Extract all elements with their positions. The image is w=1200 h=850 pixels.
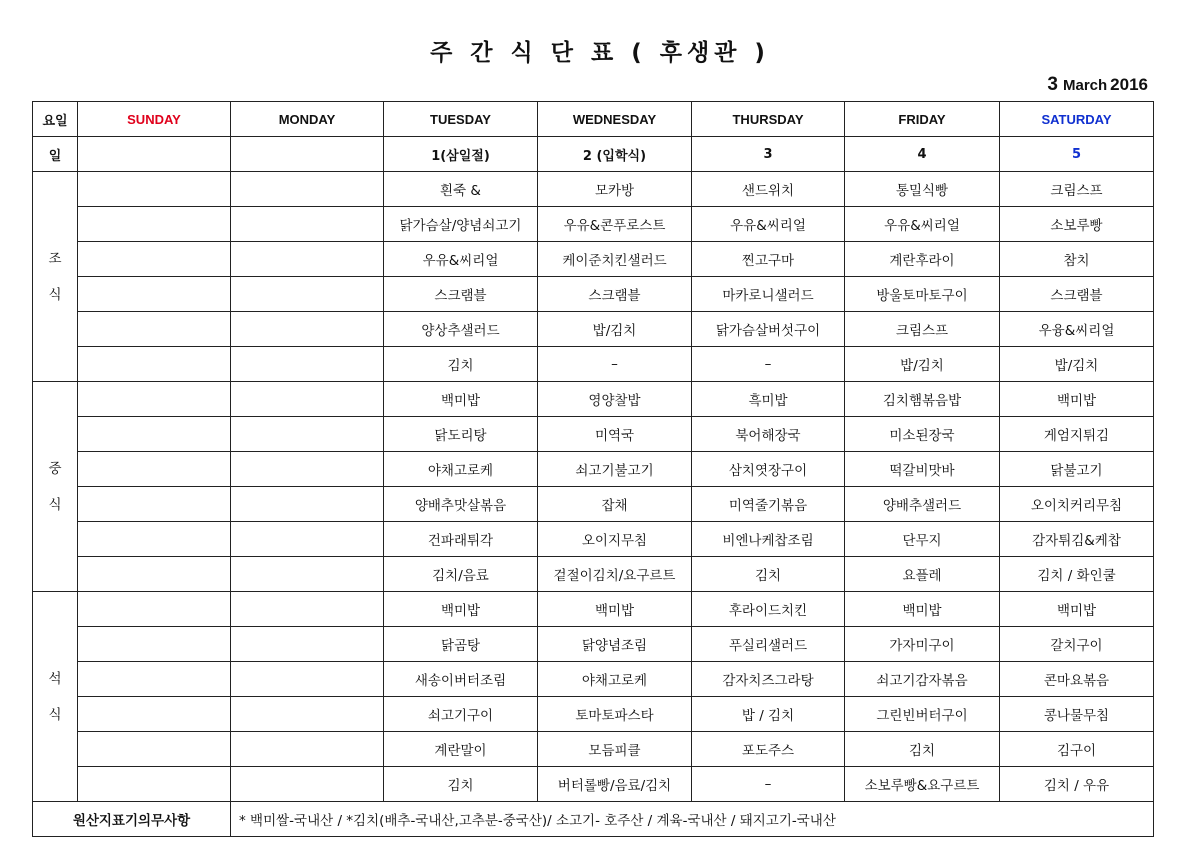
menu-item-cell: 버터롤빵/음료/김치 <box>538 767 692 802</box>
weekly-menu-table <box>32 101 1154 837</box>
menu-item-cell: 밥/김치 <box>538 312 692 347</box>
menu-item-cell: 닭곰탕 <box>384 627 538 662</box>
menu-item-cell: 마카로니샐러드 <box>692 277 845 312</box>
menu-item-cell <box>78 522 231 557</box>
meal-label-char: 조 <box>48 250 62 267</box>
day-header-row <box>33 102 1154 137</box>
menu-item-cell <box>231 662 384 697</box>
menu-item-cell: 요플레 <box>845 557 1000 592</box>
menu-item-cell: 단무지 <box>845 522 1000 557</box>
meal-label-breakfast <box>33 172 78 382</box>
day-header-monday: MONDAY <box>231 102 384 137</box>
menu-item-cell: 크림스프 <box>1000 172 1154 207</box>
menu-item-cell: 계란후라이 <box>845 242 1000 277</box>
menu-item-cell <box>78 697 231 732</box>
meal-row-breakfast <box>33 207 1154 242</box>
menu-item-cell <box>231 312 384 347</box>
menu-item-cell: 흑미밥 <box>692 382 845 417</box>
menu-item-cell: 쇠고기감자볶음 <box>845 662 1000 697</box>
date-day: 3 <box>1047 74 1058 95</box>
menu-item-cell: – <box>692 767 845 802</box>
date-year: 2016 <box>1110 75 1148 94</box>
menu-item-cell: 오이치커리무침 <box>1000 487 1154 522</box>
menu-item-cell: 갈치구이 <box>1000 627 1154 662</box>
menu-item-cell: 백미밥 <box>384 382 538 417</box>
menu-item-cell: 토마토파스타 <box>538 697 692 732</box>
meal-row-dinner <box>33 732 1154 767</box>
menu-item-cell <box>231 452 384 487</box>
menu-item-cell <box>231 487 384 522</box>
menu-item-cell: 그린빈버터구이 <box>845 697 1000 732</box>
menu-item-cell: 건파래튀각 <box>384 522 538 557</box>
menu-item-cell: 스크램블 <box>1000 277 1154 312</box>
meal-row-lunch <box>33 452 1154 487</box>
menu-item-cell: 김치 / 우유 <box>1000 767 1154 802</box>
origin-text: * 백미쌀-국내산 / *김치(배추-국내산,고추분-중국산)/ 소고기- 호주산 / 계육-국내산 / 돼지고기-국내산 <box>231 802 1154 837</box>
menu-item-cell: 백미밥 <box>384 592 538 627</box>
menu-item-cell: 계란말이 <box>384 732 538 767</box>
meal-label-char: 식 <box>48 496 62 513</box>
menu-item-cell <box>78 242 231 277</box>
menu-item-cell: 닭도리탕 <box>384 417 538 452</box>
meal-row-dinner <box>33 662 1154 697</box>
menu-item-cell: 백미밥 <box>845 592 1000 627</box>
meal-row-lunch <box>33 417 1154 452</box>
menu-item-cell <box>231 522 384 557</box>
meal-row-lunch <box>33 557 1154 592</box>
date-row <box>33 137 1154 172</box>
menu-item-cell: 닭양념조림 <box>538 627 692 662</box>
menu-item-cell <box>231 627 384 662</box>
menu-item-cell <box>78 487 231 522</box>
menu-item-cell <box>231 697 384 732</box>
menu-item-cell: 게엄지튀김 <box>1000 417 1154 452</box>
menu-item-cell: 감자치즈그라탕 <box>692 662 845 697</box>
meal-label-char: 석 <box>48 670 62 687</box>
menu-item-cell: 비엔나케찹조림 <box>692 522 845 557</box>
meal-row-lunch <box>33 382 1154 417</box>
menu-item-cell <box>78 767 231 802</box>
menu-item-cell: 잡채 <box>538 487 692 522</box>
date-cell <box>78 137 231 172</box>
menu-item-cell <box>78 207 231 242</box>
date-cell: 3 <box>692 137 845 172</box>
menu-item-cell <box>78 277 231 312</box>
date-cell: 2 (입학식) <box>538 137 692 172</box>
menu-item-cell: 방울토마토구이 <box>845 277 1000 312</box>
date-cell <box>231 137 384 172</box>
meal-label-char: 중 <box>48 460 62 477</box>
menu-item-cell: 미소된장국 <box>845 417 1000 452</box>
day-header-saturday: SATURDAY <box>1000 102 1154 137</box>
meal-row-breakfast <box>33 347 1154 382</box>
menu-item-cell: 우유&씨리얼 <box>845 207 1000 242</box>
meal-label-dinner <box>33 592 78 802</box>
day-header-tuesday: TUESDAY <box>384 102 538 137</box>
menu-item-cell: 우유&콘푸로스트 <box>538 207 692 242</box>
menu-item-cell: 닭가슴살버섯구이 <box>692 312 845 347</box>
menu-item-cell: 스크램블 <box>538 277 692 312</box>
menu-item-cell: 김치햄볶음밥 <box>845 382 1000 417</box>
menu-item-cell <box>231 207 384 242</box>
menu-item-cell <box>231 592 384 627</box>
menu-item-cell: 콩나물무침 <box>1000 697 1154 732</box>
menu-item-cell: 김구이 <box>1000 732 1154 767</box>
menu-item-cell <box>78 732 231 767</box>
menu-item-cell: 김치 / 화인쿨 <box>1000 557 1154 592</box>
menu-item-cell: 푸실리샐러드 <box>692 627 845 662</box>
menu-item-cell <box>231 382 384 417</box>
day-header-sunday: SUNDAY <box>78 102 231 137</box>
meal-row-breakfast <box>33 172 1154 207</box>
date-cell: 5 <box>1000 137 1154 172</box>
menu-item-cell <box>231 417 384 452</box>
menu-item-cell: 케이준치킨샐러드 <box>538 242 692 277</box>
menu-item-cell: 포도주스 <box>692 732 845 767</box>
menu-item-cell: 삼치엿장구이 <box>692 452 845 487</box>
meal-row-breakfast <box>33 312 1154 347</box>
menu-item-cell: 후라이드치킨 <box>692 592 845 627</box>
menu-item-cell <box>231 172 384 207</box>
menu-item-cell: 쇠고기불고기 <box>538 452 692 487</box>
menu-item-cell: 오이지무침 <box>538 522 692 557</box>
menu-item-cell: 양상추샐러드 <box>384 312 538 347</box>
menu-item-cell: 미역줄기볶음 <box>692 487 845 522</box>
origin-label: 원산지표기의무사항 <box>33 802 231 837</box>
menu-item-cell: 우유&씨리얼 <box>692 207 845 242</box>
menu-item-cell <box>78 592 231 627</box>
menu-item-cell: 새송이버터조림 <box>384 662 538 697</box>
origin-row <box>33 802 1154 837</box>
date-label-cell: 일 <box>33 137 78 172</box>
menu-item-cell <box>78 627 231 662</box>
date-cell: 1(삼일절) <box>384 137 538 172</box>
menu-item-cell: 모카방 <box>538 172 692 207</box>
menu-item-cell <box>231 277 384 312</box>
menu-item-cell: 김치 <box>384 767 538 802</box>
menu-item-cell <box>78 557 231 592</box>
menu-item-cell: 밥/김치 <box>1000 347 1154 382</box>
menu-item-cell: 백미밥 <box>1000 592 1154 627</box>
meal-row-lunch <box>33 487 1154 522</box>
meal-row-dinner <box>33 697 1154 732</box>
menu-item-cell <box>231 767 384 802</box>
menu-item-cell: 참치 <box>1000 242 1154 277</box>
menu-item-cell: 소보루빵&요구르트 <box>845 767 1000 802</box>
menu-item-cell: 영양찰밥 <box>538 382 692 417</box>
menu-item-cell <box>231 242 384 277</box>
menu-item-cell: 샌드위치 <box>692 172 845 207</box>
day-label-cell: 요일 <box>33 102 78 137</box>
menu-item-cell: 야채고로케 <box>538 662 692 697</box>
meal-label-char: 식 <box>48 286 62 303</box>
day-header-thursday: THURSDAY <box>692 102 845 137</box>
menu-item-cell: 김치 <box>845 732 1000 767</box>
meal-label-char: 식 <box>48 706 62 723</box>
menu-item-cell: 김치 <box>692 557 845 592</box>
page-title: 주 간 식 단 표 ( 후생관 ) <box>430 40 770 66</box>
menu-item-cell: 모듬피클 <box>538 732 692 767</box>
menu-item-cell: 양배추샐러드 <box>845 487 1000 522</box>
menu-item-cell: 김치 <box>384 347 538 382</box>
menu-item-cell: 찐고구마 <box>692 242 845 277</box>
menu-item-cell: 북어해장국 <box>692 417 845 452</box>
menu-item-cell: 닭가슴살/양념쇠고기 <box>384 207 538 242</box>
menu-item-cell: 우융&씨리얼 <box>1000 312 1154 347</box>
menu-item-cell: 백미밥 <box>538 592 692 627</box>
menu-item-cell <box>78 347 231 382</box>
day-header-wednesday: WEDNESDAY <box>538 102 692 137</box>
date-month: March <box>1062 77 1108 94</box>
menu-item-cell <box>231 732 384 767</box>
menu-item-cell: – <box>692 347 845 382</box>
menu-item-cell: 밥/김치 <box>845 347 1000 382</box>
date-cell: 4 <box>845 137 1000 172</box>
menu-item-cell: 쇠고기구이 <box>384 697 538 732</box>
menu-item-cell: – <box>538 347 692 382</box>
menu-item-cell: 야채고로케 <box>384 452 538 487</box>
menu-item-cell: 떡갈비맛바 <box>845 452 1000 487</box>
meal-label-lunch <box>33 382 78 592</box>
menu-item-cell <box>78 662 231 697</box>
meal-row-lunch <box>33 522 1154 557</box>
menu-item-cell: 가자미구이 <box>845 627 1000 662</box>
menu-item-cell <box>231 557 384 592</box>
menu-item-cell: 겉절이김치/요구르트 <box>538 557 692 592</box>
menu-item-cell: 백미밥 <box>1000 382 1154 417</box>
menu-item-cell: 흰죽 & <box>384 172 538 207</box>
menu-item-cell <box>231 347 384 382</box>
menu-item-cell <box>78 417 231 452</box>
meal-row-dinner <box>33 767 1154 802</box>
meal-row-dinner <box>33 592 1154 627</box>
menu-item-cell: 콘마요볶음 <box>1000 662 1154 697</box>
menu-item-cell: 양배추맛살볶음 <box>384 487 538 522</box>
menu-item-cell: 미역국 <box>538 417 692 452</box>
meal-row-breakfast <box>33 277 1154 312</box>
menu-item-cell: 닭불고기 <box>1000 452 1154 487</box>
menu-item-cell: 우유&씨리얼 <box>384 242 538 277</box>
menu-item-cell: 통밀식빵 <box>845 172 1000 207</box>
menu-item-cell <box>78 382 231 417</box>
menu-item-cell <box>78 452 231 487</box>
menu-item-cell: 밥 / 김치 <box>692 697 845 732</box>
menu-item-cell: 김치/음료 <box>384 557 538 592</box>
menu-item-cell: 크림스프 <box>845 312 1000 347</box>
menu-item-cell <box>78 172 231 207</box>
menu-date <box>1047 74 1148 96</box>
menu-item-cell: 소보루빵 <box>1000 207 1154 242</box>
menu-item-cell <box>78 312 231 347</box>
meal-row-breakfast <box>33 242 1154 277</box>
day-header-friday: FRIDAY <box>845 102 1000 137</box>
meal-row-dinner <box>33 627 1154 662</box>
menu-item-cell: 감자튀김&케찹 <box>1000 522 1154 557</box>
menu-item-cell: 스크램블 <box>384 277 538 312</box>
